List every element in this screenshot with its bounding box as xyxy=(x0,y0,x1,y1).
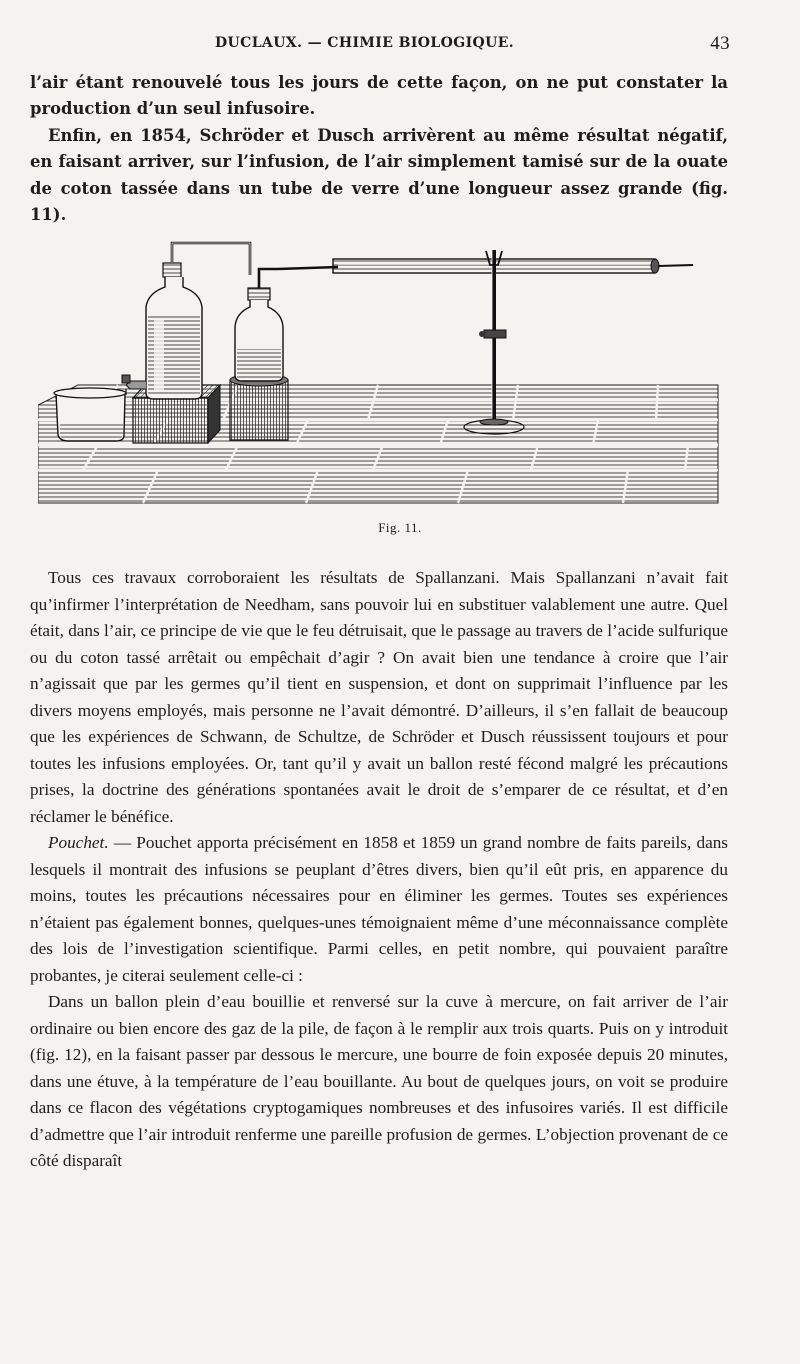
top-text-block xyxy=(30,70,728,228)
pouchet-text: — Pouchet apporta précisément en 1858 et 1859 un grand nombre de faits pareils, dans lesquels il montrait des infusions se peuplant d’êtres divers, bien qu’il eût pris, en apparence du moins, toutes les précautions nécessaires pour en éliminer les germes. Toutes ses expériences n’étaient pas également bonnes, quelques-unes témoignaient même d’une méconnaissance complète des lois de l’investigation scientifique. Parmi celles, en petit nombre, qui pouvaient paraître probantes, je citerai seulement celle-ci : xyxy=(30,833,728,985)
paragraph-schroder-dusch: Enfin, en 1854, Schröder et Dusch arrivèrent au même résultat négatif, en faisant arriver, sur l’infusion, de l’air simplement tamisé sur de la ouate de coton tassée dans un tube de verre d’une longueur assez grande (fig. 11). xyxy=(30,125,728,225)
page-number: 43 xyxy=(710,33,730,54)
large-bottle xyxy=(122,243,250,399)
running-head xyxy=(215,33,730,55)
paragraph-ballon: Dans un ballon plein d’eau bouillie et renversé sur la cuve à mercure, on fait arriver de l’air ordinaire ou bien encore des gaz de la pile, de façon à le remplir aux trois quarts. Puis on y introduit (fig. 12), en la faisant passer par dessous le mercure, une bourre de foin exposée depuis 20 minutes, dans une étuve, à la température de l’eau bouillante. Au bout de quelques jours, on voit se produire dans ce flacon des végétations cryptogamiques nombreuses et des infusoires variés. Il est difficile d’admettre que l’air introduit renferme une pareille profusion de germes. L’objection provenant de ce côté disparaît xyxy=(30,992,728,1170)
figure-caption: Fig. 11. xyxy=(378,520,422,535)
running-title: DUCLAUX. — CHIMIE BIOLOGIQUE. xyxy=(215,35,515,51)
beaker xyxy=(54,388,126,441)
pouchet-heading: Pouchet. xyxy=(48,833,109,852)
cotton-filled-tube xyxy=(278,259,693,273)
paragraph-spallanzani: Tous ces travaux corroboraient les résultats de Spallanzani. Mais Spallanzani n’avait fait qu’infirmer l’interprétation de Needham, sans pouvoir lui en substituer valablement une autre. Quel était, dans l’air, ce principe de vie que le feu détruisait, que le passage au travers de l’acide sulfurique ou du coton tassé arrêtait ou empêchait d’agir ? On avait bien une tendance à croire que l’air n’agissait que par les germes qu’il tient en suspension, et dont on supprimait l’influence par les divers moyens employés, mais personne ne l’avait démontré. D’ailleurs, il s’en fallait de beaucoup que les expériences de Schwann, de Schultze, de Schröder et Dusch réussissent toujours et pour toutes les infusions employées. Or, tant qu’il y avait un ballon resté fécond malgré les précautions prises, la doctrine des générations spontanées avait le droit de s’emparer de ce résultat, et d’en réclamer le bénéfice. xyxy=(30,568,728,826)
paragraph-pouchet xyxy=(30,830,728,989)
figure-11-illustration xyxy=(38,235,728,510)
main-text-block xyxy=(30,565,728,1175)
small-flask xyxy=(230,269,288,440)
paragraph-continuation: l’air étant renouvelé tous les jours de cette façon, on ne put constater la production d’un seul infusoire. xyxy=(30,73,728,119)
